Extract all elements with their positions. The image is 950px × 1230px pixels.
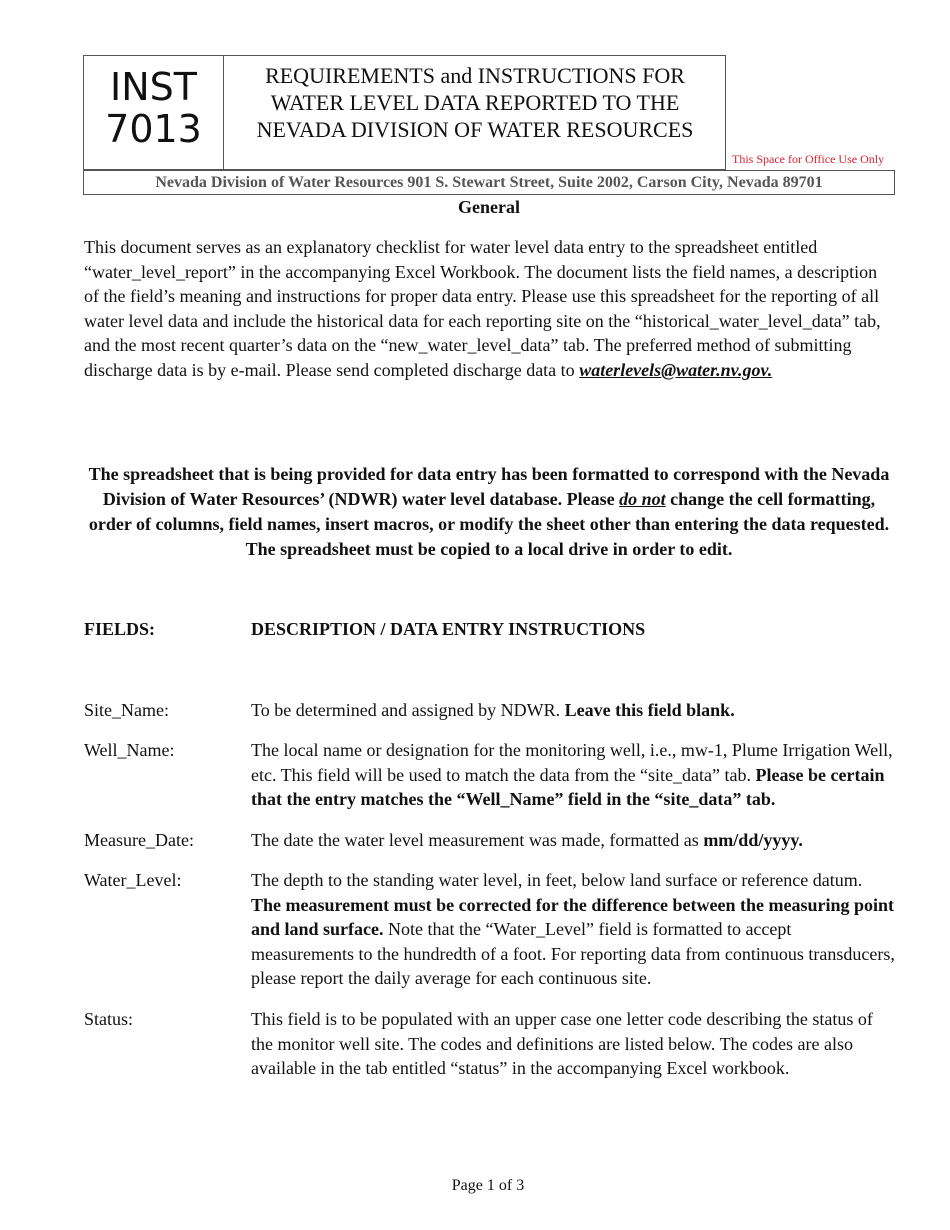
- field-name: Water_Level:: [84, 870, 182, 890]
- field-text-continued: Note that the “Water_Level” field is formatted to accept measurements to the hundredth of a foot. For reporting data from continuous transducers, please report the daily average for each continuous site.: [251, 919, 895, 989]
- description-column-heading: DESCRIPTION / DATA ENTRY INSTRUCTIONS: [251, 619, 646, 639]
- page-number: Page 1 of 3: [451, 1177, 525, 1194]
- form-id: [84, 56, 224, 169]
- agency-address: Nevada Division of Water Resources 901 S. Stewart Street, Suite 2002, Carson City, Nevada 89701: [83, 170, 895, 195]
- field-text: To be determined and assigned by NDWR.: [251, 700, 565, 720]
- field-text: The depth to the standing water level, in feet, below land surface or reference datum.: [251, 870, 863, 890]
- warning-emphasis: do not: [619, 489, 666, 509]
- title-line2: WATER LEVEL DATA REPORTED TO THE: [270, 90, 680, 115]
- field-bold-text: Please be certain that the entry matches the “Well_Name” field in the “site_data” tab.: [251, 764, 885, 810]
- field-name: Measure_Date:: [84, 830, 194, 850]
- general-heading: General: [458, 197, 520, 217]
- field-bold-text: The measurement must be corrected for the difference between the measuring point and land surface.: [251, 894, 895, 940]
- field-name: Well_Name:: [84, 740, 175, 760]
- field-description: [251, 738, 896, 812]
- warning-part1: The spreadsheet that is being provided for data entry has been formatted to correspond with the Nevada Division of Water Resources’ (NDWR) water level database. Please: [88, 464, 890, 509]
- warning-part2: change the cell formatting, order of columns, field names, insert macros, or modify the sheet other than entering the data requested. The spreadsheet must be copied to a local drive in order to edit.: [88, 489, 890, 559]
- formatting-warning: [84, 462, 894, 562]
- field-description: This field is to be populated with an upper case one letter code describing the status of the monitor well site. The codes and definitions are listed below. The codes are also available in the tab entitled “status” in the accompanying Excel workbook.: [251, 1009, 873, 1079]
- field-bold-text: mm/dd/yyyy.: [703, 830, 803, 850]
- field-description: [251, 828, 896, 853]
- field-name: Status:: [84, 1009, 134, 1029]
- field-text: The local name or designation for the monitoring well, i.e., mw-1, Plume Irrigation Well, etc. This field will be used to match the data from the “site_data” tab.: [251, 740, 893, 785]
- document-title: [224, 62, 726, 143]
- field-description: [251, 698, 896, 723]
- field-description: [251, 868, 896, 991]
- field-name: Site_Name:: [84, 700, 169, 720]
- title-line3: NEVADA DIVISION OF WATER RESOURCES: [256, 117, 694, 142]
- form-id-line1: INST: [110, 65, 197, 109]
- form-id-line2: 7013: [105, 107, 202, 151]
- intro-paragraph: [84, 235, 894, 383]
- title-line1: REQUIREMENTS and INSTRUCTIONS FOR: [265, 63, 685, 88]
- fields-column-heading: FIELDS:: [84, 619, 156, 639]
- office-use-note: This Space for Office Use Only: [732, 152, 885, 166]
- form-header: [83, 55, 726, 170]
- submission-email-link[interactable]: waterlevels@water.nv.gov.: [579, 359, 773, 380]
- field-text: The date the water level measurement was made, formatted as: [251, 830, 704, 850]
- field-bold-text: Leave this field blank.: [564, 700, 735, 720]
- intro-text: This document serves as an explanatory checklist for water level data entry to the spreadsheet entitled “water_level_report” in the accompanying Excel Workbook. The document lists the field names, a description of the field’s meaning and instructions for proper data entry. Please use this spreadsheet for the reporting of all water level data and include the historical data for each reporting site on the “historical_water_level_data” tab, and the most recent quarter’s data on the “new_water_level_data” tab. The preferred method of submitting discharge data is by e-mail. Please send completed discharge data to: [84, 237, 881, 380]
